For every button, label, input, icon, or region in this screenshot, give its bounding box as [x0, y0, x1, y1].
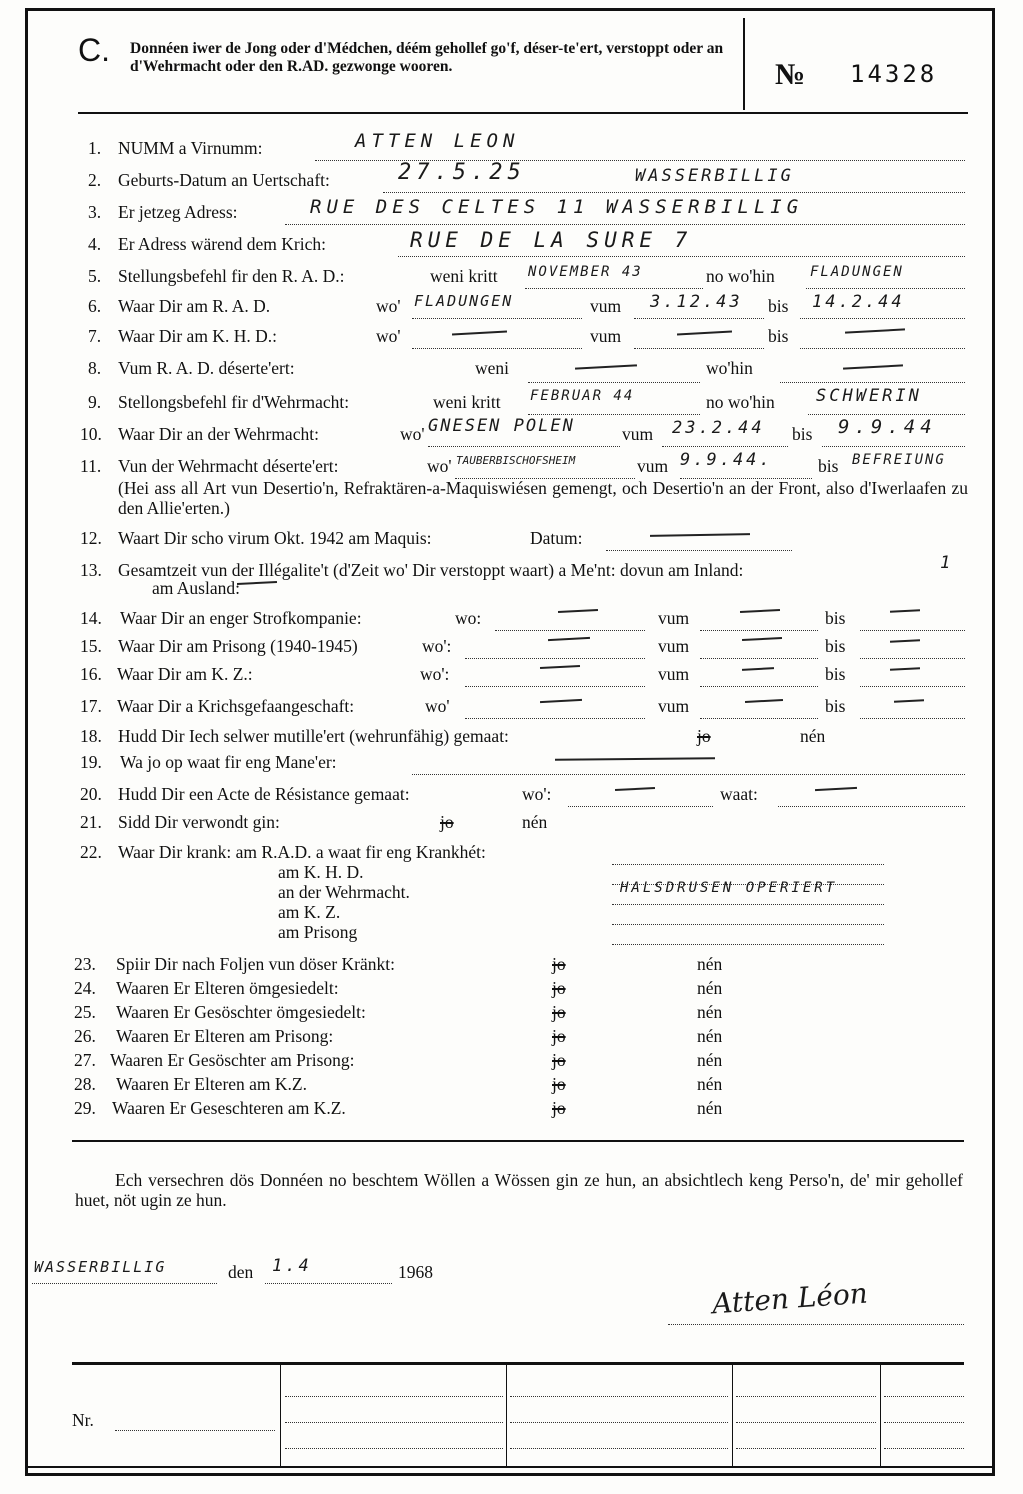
row-number: 23.	[74, 954, 96, 974]
row-number: 17.	[80, 696, 102, 716]
wo-label: wo'	[400, 424, 425, 444]
footer-field[interactable]	[510, 1386, 728, 1397]
row-number: 12.	[80, 528, 102, 548]
row-number: 20.	[80, 784, 102, 804]
rad-order-date-value: NOVEMBER 43	[528, 264, 643, 280]
bis-label: bis	[825, 664, 846, 684]
row-label: Stellungsbefehl fir den R. A. D.:	[118, 266, 345, 286]
row-number: 4.	[88, 234, 102, 254]
den-label: den	[228, 1262, 254, 1282]
wm-from-value: 23.2.44	[672, 418, 765, 438]
birth-place-value: WASSERBILLIG	[635, 166, 794, 186]
birth-date-value: 27.5.25	[398, 160, 526, 185]
row-label: Waaren Er Elteren ömgesiedelt:	[116, 978, 339, 998]
signature-date-value: 1.4	[272, 1256, 312, 1276]
row-number: 21.	[80, 812, 102, 832]
nr-label: Nr.	[72, 1410, 94, 1430]
jo-option[interactable]: jo	[440, 812, 454, 832]
row-number: 1.	[88, 138, 102, 158]
vum-label: vum	[658, 636, 690, 656]
footer-field[interactable]	[736, 1438, 876, 1449]
row-number: 27.	[74, 1050, 96, 1070]
pow-place-field[interactable]	[465, 700, 645, 719]
jo-option[interactable]: jo	[552, 1002, 566, 1022]
row-number: 10.	[80, 424, 102, 444]
illness-khd-label: am K. H. D.	[278, 862, 364, 882]
illness-prison-field[interactable]	[612, 926, 884, 945]
row-label: Waar Dir am R. A. D.	[118, 296, 271, 316]
row-label: Waar Dir krank: am R.A.D. a waat fir eng Krankhét:	[118, 842, 486, 862]
jo-option[interactable]: jo	[552, 954, 566, 974]
bis-label: bis	[825, 696, 846, 716]
row-label: Waar Dir am K. H. D.:	[118, 326, 277, 346]
row-label: Hudd Dir Iech selwer mutille'ert (wehrunfähig) gemaat:	[118, 726, 509, 746]
wo-label: wo'	[376, 326, 401, 346]
jo-option[interactable]: jo	[552, 978, 566, 998]
row-label: Sidd Dir verwondt gin:	[118, 812, 280, 832]
address-value: RUE DES CELTES 11 WASSERBILLIG	[310, 196, 804, 218]
desertion-note: (Hei ass all Art vun Desertio'n, Refraktären-a-Maquiswiésen gemengt, och Desertio'n an der Front, also d'Iwerlaafen zu den Allie'erten.)	[118, 478, 968, 518]
row-number: 9.	[88, 392, 102, 412]
header-rule	[78, 112, 968, 114]
illness-wehrmacht-value: HALSDRUSEN OPERIERT	[620, 880, 838, 896]
row-number: 28.	[74, 1074, 96, 1094]
row-number: 3.	[88, 202, 102, 222]
row-label: NUMM a Virnumm:	[118, 138, 263, 158]
row-label: Waar Dir a Krichsgefaangeschaft:	[117, 696, 355, 716]
nen-option[interactable]: nén	[697, 978, 723, 998]
declaration-text: Ech versechren dös Donnéen no beschtem Wöllen a Wössen gin ze hun, an absichtlech keng Perso'n, de' mir gehollef huet, nöt ugin ze hun.	[75, 1170, 963, 1210]
nowohin-label: no wo'hin	[706, 266, 775, 286]
nen-option[interactable]: nén	[800, 726, 826, 746]
strof-to-field[interactable]	[860, 612, 965, 631]
kz-place-field[interactable]	[465, 668, 645, 687]
desert-from-value: 9.9.44.	[680, 450, 773, 470]
row-number: 14.	[80, 608, 102, 628]
row-number: 24.	[74, 978, 96, 998]
footer-field[interactable]	[884, 1412, 964, 1423]
war-address-value: RUE DE LA SURE 7	[410, 228, 693, 252]
row-label: Stellongsbefehl fir d'Wehrmacht:	[118, 392, 350, 412]
bis-label: bis	[818, 456, 839, 476]
row-number: 6.	[88, 296, 102, 316]
jo-option[interactable]: jo	[552, 1026, 566, 1046]
wo-label: wo'	[376, 296, 401, 316]
signature-year: 1968	[398, 1262, 433, 1282]
illness-prison-label: am Prisong	[278, 922, 358, 942]
row-number: 18.	[80, 726, 102, 746]
waat-label: waat:	[720, 784, 758, 804]
footer-field[interactable]	[510, 1438, 728, 1449]
illness-wehrmacht-label: an der Wehrmacht.	[278, 882, 410, 902]
row-label: Wa jo op waat fir eng Mane'er:	[120, 752, 337, 772]
rad-order-place-value: FLADUNGEN	[810, 264, 904, 280]
nen-option[interactable]: nén	[522, 812, 548, 832]
nen-option[interactable]: nén	[697, 1074, 723, 1094]
row-label: Waaren Er Gesöschter ömgesiedelt:	[116, 1002, 366, 1022]
footer-field[interactable]	[736, 1386, 876, 1397]
row-number: 19.	[80, 752, 102, 772]
illness-rad-field[interactable]	[612, 846, 884, 865]
nr-field[interactable]	[115, 1412, 275, 1431]
desert-to-value: BEFREIUNG	[852, 452, 946, 468]
wo-label: wo'	[427, 456, 452, 476]
wo-label: wo'	[425, 696, 450, 716]
weni-label: weni kritt	[430, 266, 498, 286]
frame-top	[25, 8, 995, 11]
wm-to-value: 9.9.44	[838, 416, 937, 438]
datum-label: Datum:	[530, 528, 583, 548]
footer-field[interactable]	[736, 1412, 876, 1423]
footer-bottom-rule	[28, 1466, 992, 1468]
name-value: ATTEN LEON	[355, 130, 520, 152]
footer-field[interactable]	[285, 1438, 503, 1449]
row-number: 11.	[80, 456, 102, 476]
resistance-what-field[interactable]	[778, 788, 965, 807]
row-label: Waar Dir an enger Strofkompanie:	[120, 608, 362, 628]
nen-option[interactable]: nén	[697, 954, 723, 974]
row-label: Waaren Er Gesöschter am Prisong:	[110, 1050, 355, 1070]
row-number: 25.	[74, 1002, 96, 1022]
row-label: Waar Dir am K. Z.:	[117, 664, 253, 684]
row-label: Spiir Dir nach Foljen vun döser Kränkt:	[116, 954, 395, 974]
strof-place-field[interactable]	[495, 612, 645, 631]
footer-field[interactable]	[510, 1412, 728, 1423]
illness-kz-field[interactable]	[612, 906, 884, 925]
jo-option[interactable]: jo	[552, 1074, 566, 1094]
row-number: 15.	[80, 636, 102, 656]
vum-label: vum	[637, 456, 669, 476]
prison-to-field[interactable]	[860, 640, 965, 659]
wohin-label: wo'hin	[706, 358, 753, 378]
row-number: 5.	[88, 266, 102, 286]
vum-label: vum	[658, 608, 690, 628]
pow-to-field[interactable]	[860, 700, 965, 719]
row-label: Waar Dir am Prisong (1940-1945)	[118, 636, 358, 656]
nen-option[interactable]: nén	[697, 1098, 723, 1118]
rad-place-value: FLADUNGEN	[414, 292, 514, 310]
rad-to-value: 14.2.44	[812, 292, 905, 312]
wo-label: wo:	[455, 608, 482, 628]
row-number: 29.	[74, 1098, 96, 1118]
jo-option[interactable]: jo	[552, 1050, 566, 1070]
footer-col-divider	[280, 1365, 281, 1466]
form-number: 14328	[850, 60, 938, 88]
row-number: 7.	[88, 326, 102, 346]
kz-to-field[interactable]	[860, 668, 965, 687]
jo-option[interactable]: jo	[552, 1098, 566, 1118]
wm-order-place-value: SCHWERIN	[816, 386, 922, 406]
footer-field[interactable]	[884, 1386, 964, 1397]
row-label: Waaren Er Geseschteren am K.Z.	[112, 1098, 346, 1118]
section-divider	[72, 1140, 964, 1142]
jo-option[interactable]: jo	[697, 726, 711, 746]
khd-to-field[interactable]	[800, 330, 965, 349]
prison-from-field[interactable]	[700, 640, 818, 659]
vum-label: vum	[590, 296, 622, 316]
footer-field[interactable]	[884, 1438, 964, 1449]
row-number: 22.	[80, 842, 102, 862]
row-label: Waaren Er Elteren am Prisong:	[116, 1026, 334, 1046]
footer-col-divider	[880, 1365, 881, 1466]
weni-label: weni	[475, 358, 510, 378]
kz-from-field[interactable]	[700, 668, 818, 687]
weni-label: weni kritt	[433, 392, 501, 412]
signature-place-value: WASSERBILLIG	[34, 1258, 167, 1276]
bis-label: bis	[792, 424, 813, 444]
rad-from-value: 3.12.43	[650, 292, 743, 312]
resistance-place-field[interactable]	[568, 788, 713, 807]
inland-months-value: 1	[940, 553, 951, 573]
bis-label: bis	[768, 326, 789, 346]
header-divider	[743, 18, 745, 110]
prison-place-field[interactable]	[465, 640, 645, 659]
footer-field[interactable]	[285, 1386, 503, 1397]
bis-label: bis	[768, 296, 789, 316]
footer-rule	[72, 1362, 964, 1365]
row-label: Gesamtzeit vun der Illégalite't (d'Zeit wo' Dir verstoppt waart) a Me'nt: dovun am Inland:	[118, 560, 744, 580]
row-label: Waart Dir scho virum Okt. 1942 am Maquis:	[118, 528, 432, 548]
row-number: 13.	[80, 560, 102, 580]
bis-label: bis	[825, 636, 846, 656]
wo-label: wo':	[522, 784, 552, 804]
nowohin-label: no wo'hin	[706, 392, 775, 412]
row-label: Vum R. A. D. déserte'ert:	[118, 358, 295, 378]
wo-label: wo':	[422, 636, 452, 656]
row-label: Waaren Er Elteren am K.Z.	[116, 1074, 307, 1094]
row-label: Hudd Dir een Acte de Résistance gemaat:	[118, 784, 410, 804]
section-letter: C.	[78, 32, 110, 68]
row-number: 2.	[88, 170, 102, 190]
row-label: Vun der Wehrmacht déserte'ert:	[118, 456, 339, 476]
signature-value: Atten Léon	[711, 1276, 869, 1321]
nen-option[interactable]: nén	[697, 1002, 723, 1022]
wm-order-date-value: FEBRUAR 44	[530, 388, 635, 404]
footer-col-divider	[506, 1365, 507, 1466]
frame-bottom	[25, 1473, 995, 1476]
row-label: Er Adress wärend dem Krich:	[118, 234, 326, 254]
nen-option[interactable]: nén	[697, 1050, 723, 1070]
wm-place-value: GNESEN POLEN	[428, 416, 575, 436]
vum-label: vum	[622, 424, 654, 444]
desert-place-value: TAUBERBISCHOFSHEIM	[456, 454, 576, 467]
wo-label: wo':	[420, 664, 450, 684]
ausland-dash	[237, 581, 277, 585]
footer-field[interactable]	[285, 1412, 503, 1423]
row-label: Geburts-Datum an Uertschaft:	[118, 170, 330, 190]
frame-left	[25, 8, 28, 1476]
footer-col-divider	[732, 1365, 733, 1466]
nen-option[interactable]: nén	[697, 1026, 723, 1046]
vum-label: vum	[590, 326, 622, 346]
frame-right	[992, 8, 995, 1476]
header-text: Donnéen iwer de Jong oder d'Médchen, déém gehollef go'f, déser-te'ert, verstoppt oder an d'Wehrmacht oder den R.AD. gezwonge wooren.	[130, 40, 724, 75]
illness-kz-label: am K. Z.	[278, 902, 341, 922]
strof-from-field[interactable]	[700, 612, 818, 631]
ausland-label: am Ausland:	[152, 578, 240, 598]
row-number: 8.	[88, 358, 102, 378]
vum-label: vum	[658, 664, 690, 684]
number-symbol: №	[775, 58, 806, 91]
pow-from-field[interactable]	[700, 700, 818, 719]
row-number: 26.	[74, 1026, 96, 1046]
row-number: 16.	[80, 664, 102, 684]
vum-label: vum	[658, 696, 690, 716]
row-label: Waar Dir an der Wehrmacht:	[118, 424, 319, 444]
bis-label: bis	[825, 608, 846, 628]
row-label: Er jetzeg Adress:	[118, 202, 238, 222]
